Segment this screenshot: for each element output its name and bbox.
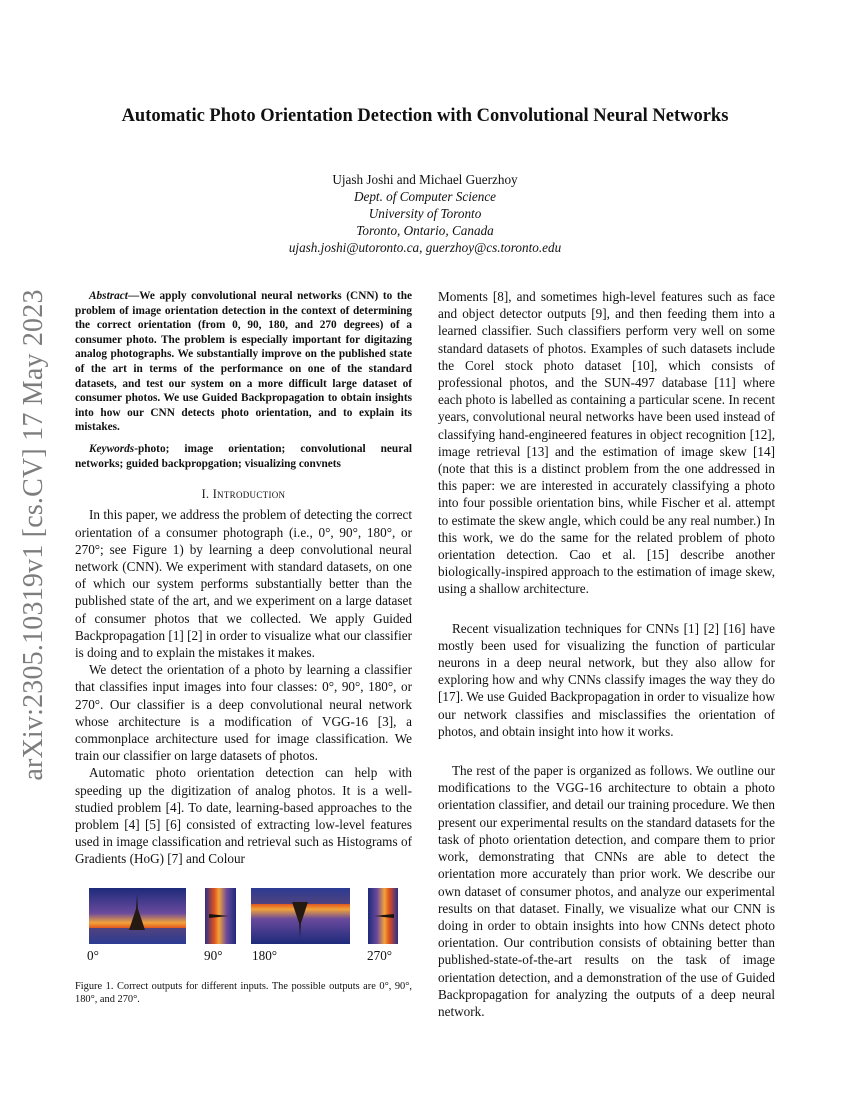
orientation-label-270: 270° [367, 948, 393, 963]
eiffel-photo-180-deg [251, 888, 350, 944]
right-paragraph-1: Moments [8], and sometimes high-level features such as face and object detector outputs [9], and then feeding them into a learned classifier. Such classifiers perform very well on some standard datasets of photos. Examples of such datasets include the Corel stock photo dataset [10], which consists of professional photos, and the SUN-497 database [11] where each photo is labelled as containing a particular scene. In recent years, convolutional neural networks have been used instead of classifying hand-engineered features in object recognition [12], image retrieval [13] and the estimation of image skew [14] (note that this is a distinct problem from the one addressed in this paper: we are interested in accurately classifying a photo into four possible orientation bins, while Fischer et al. attempt to estimate the skew angle, which could be any real number.) In this work, we do the same for the related problem of photo orientation detection. Cao et al. [15] describe another biologically-inspired approach to the estimation of image skew, using a shallow architecture. [438, 289, 775, 597]
eiffel-photo-90-deg [205, 888, 236, 944]
author-names: Ujash Joshi and Michael Guerzhoy [332, 172, 518, 187]
figure-1-caption: Figure 1. Correct outputs for different inputs. The possible outputs are 0°, 90°, 180°, and 270°. [75, 981, 412, 1005]
right-paragraph-2: Recent visualization techniques for CNNs [1] [2] [16] have mostly been used for visualizing the function of particular neurons in a deep neural network, but they also allow for exploring how and why CNNs classify images the way they do [17]. We use Guided Backpropagation in order to visualize how our network classifies and misclassifies the orientation of photos, and obtain insight into how it works. [438, 620, 775, 739]
paper-title: Automatic Photo Orientation Detection with Convolutional Neural Networks [121, 106, 729, 126]
abstract [75, 289, 412, 435]
affiliation-university: University of Toronto [368, 206, 482, 221]
intro-paragraph-1: In this paper, we address the problem of detecting the correct orientation of a consumer photograph (i.e., 0°, 90°, 180°, or 270°; see Figure 1) by learning a deep convolutional neural network (CNN). We experiment with standard datasets, on one of which our system performs substantially better than the published state of the art, and we experiment on a large dataset of consumer photos that we collected. We apply Guided Backpropagation [1] [2] in order to visualize what our classifier is doing and to explain the mistakes it makes. [75, 507, 412, 660]
orientation-label-0: 0° [87, 948, 99, 963]
orientation-label-180: 180° [252, 948, 278, 963]
eiffel-photo-270-deg [368, 888, 398, 944]
intro-paragraph-2: We detect the orientation of a photo by learning a classifier that classifies input images into four classes: 0°, 90°, 180°, or 270°. Our classifier is a deep convolutional neural network whose architecture is a modification of VGG-16 [3], a commonplace architecture used for image classification. We train our classifier on large datasets of photos. [75, 662, 412, 764]
figure-thumbnails [75, 888, 412, 946]
abstract-label: Abstract [89, 290, 128, 302]
eiffel-photo-0-deg [89, 888, 186, 944]
right-paragraph-3: The rest of the paper is organized as follows. We outline our modifications to the VGG-16 architecture to obtain a photo orientation classifier, and detail our training procedure. We then present our experimental results on the standard datasets for the task of photo orientation detection, and compare them to prior work, demonstrating that CNNs are able to detect the orientation more accurately than prior work. We describe our own dataset of consumer photos, and analyze our experimental results on that dataset. Finally, we visualize what our CNN is doing in order to obtain insights into how CNNs detect photo orientation. Our contribution consists of obtaining better than published-state-of-the-art results on the task of image orientation detection, and a demonstration of the use of Guided Backpropagation for analyzing the outputs of a deep neural network. [438, 763, 775, 1019]
intro-paragraph-3: Automatic photo orientation detection can help with speeding up the digitization of analog photos. It is a well-studied problem [4]. To date, learning-based approaches to the problem [4] [5] [6] consisted of extracting low-level features used in image classification and retrieval such as Histograms of Gradients (HoG) [7] and Colour [75, 765, 412, 867]
left-column [75, 289, 412, 868]
abstract-text: —We apply convolutional neural networks (CNN) to the problem of image orientation detection in the context of determining the correct orientation (from 0, 90, 180, and 270 degrees) of a consumer photo. The problem is especially important for digitazing analog photographs. We substantially improve on the published state of the art in terms of the performance on one of the standard datasets, and test our system on a more difficult large dataset of consumer photos. We use Guided Backpropagation to obtain insights into how our CNN detects photo orientation, and to explain its mistakes. [75, 290, 412, 434]
arxiv-identifier-stamp [14, 285, 54, 785]
figure-1 [75, 888, 412, 1006]
keywords [75, 442, 412, 471]
arxiv-identifier-text: arXiv:2305.10319v1 [cs.CV] 17 May 2023 [18, 289, 49, 781]
author-block [60, 171, 790, 256]
affiliation-department: Dept. of Computer Science [353, 189, 497, 204]
orientation-label-90: 90° [204, 948, 223, 963]
right-column [438, 288, 775, 1020]
author-emails: ujash.joshi@utoronto.ca, guerzhoy@cs.toronto.edu [288, 240, 562, 255]
keywords-label: Keywords [89, 442, 135, 455]
keywords-text: -photo; image orientation; convolutional neural networks; guided backpropgation; visualizing convnets [75, 442, 412, 470]
figure-orientation-labels [75, 948, 412, 966]
section-heading-introduction: I. Introduction [201, 487, 286, 502]
affiliation-location: Toronto, Ontario, Canada [356, 223, 494, 238]
